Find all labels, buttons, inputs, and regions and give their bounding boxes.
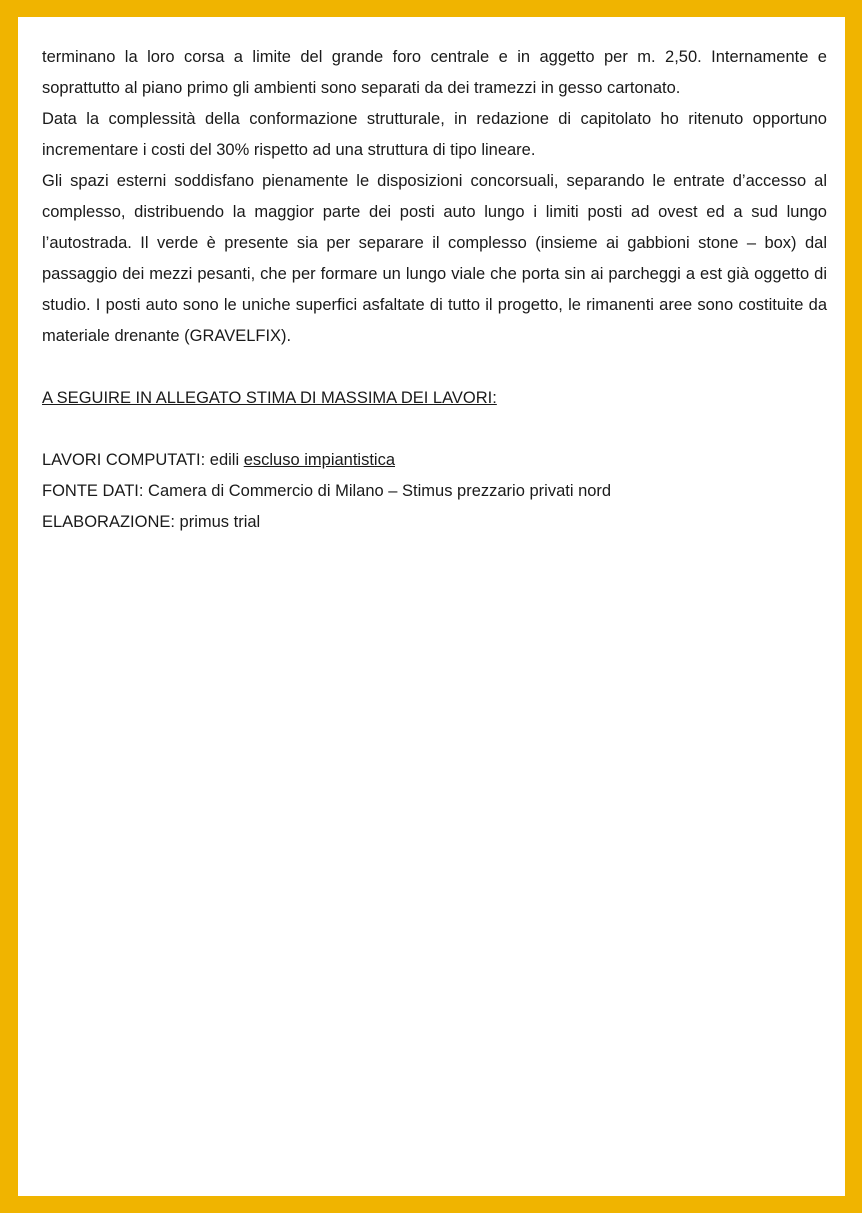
document-body [42, 42, 827, 538]
paragraph-costs: Data la complessità della conformazione strutturale, in redazione di capitolato ho ritenuto opportuno incrementare i costi del 30% rispetto ad una struttura di tipo lineare. [42, 110, 827, 159]
document-page [18, 17, 845, 1196]
fonte-line: FONTE DATI: Camera di Commercio di Milano – Stimus prezzario privati nord [42, 482, 612, 500]
section-heading: A SEGUIRE IN ALLEGATO STIMA DI MASSIMA DEI LAVORI: [42, 389, 497, 407]
elaborazione-line: ELABORAZIONE: primus trial [42, 513, 261, 531]
paragraph-external-spaces: Gli spazi esterni soddisfano pienamente le disposizioni concorsuali, separando le entrate d’accesso al complesso, distribuendo la maggior parte dei posti auto lungo i limiti posti ad ovest ed a sud lungo l’autostrada. Il verde è presente sia per separare il complesso (insieme ai gabbioni stone – box) dal passaggio dei mezzi pesanti, che per formare un lungo viale che porta sin ai parcheggi a est già oggetto di studio. I posti auto sono le uniche superfici asfaltate di tutto il progetto, le rimanenti aree sono costituite da materiale drenante (GRAVELFIX). [42, 172, 827, 345]
lavori-label: LAVORI COMPUTATI: edili [42, 451, 244, 469]
lavori-line [42, 445, 827, 476]
spacer [42, 352, 827, 383]
lavori-underlined: escluso impiantistica [243, 451, 396, 469]
spacer [42, 414, 827, 445]
paragraph-structure: terminano la loro corsa a limite del grande foro centrale e in aggetto per m. 2,50. Internamente e soprattutto al piano primo gli ambienti sono separati da dei tramezzi in gesso cartonato. [42, 48, 827, 97]
